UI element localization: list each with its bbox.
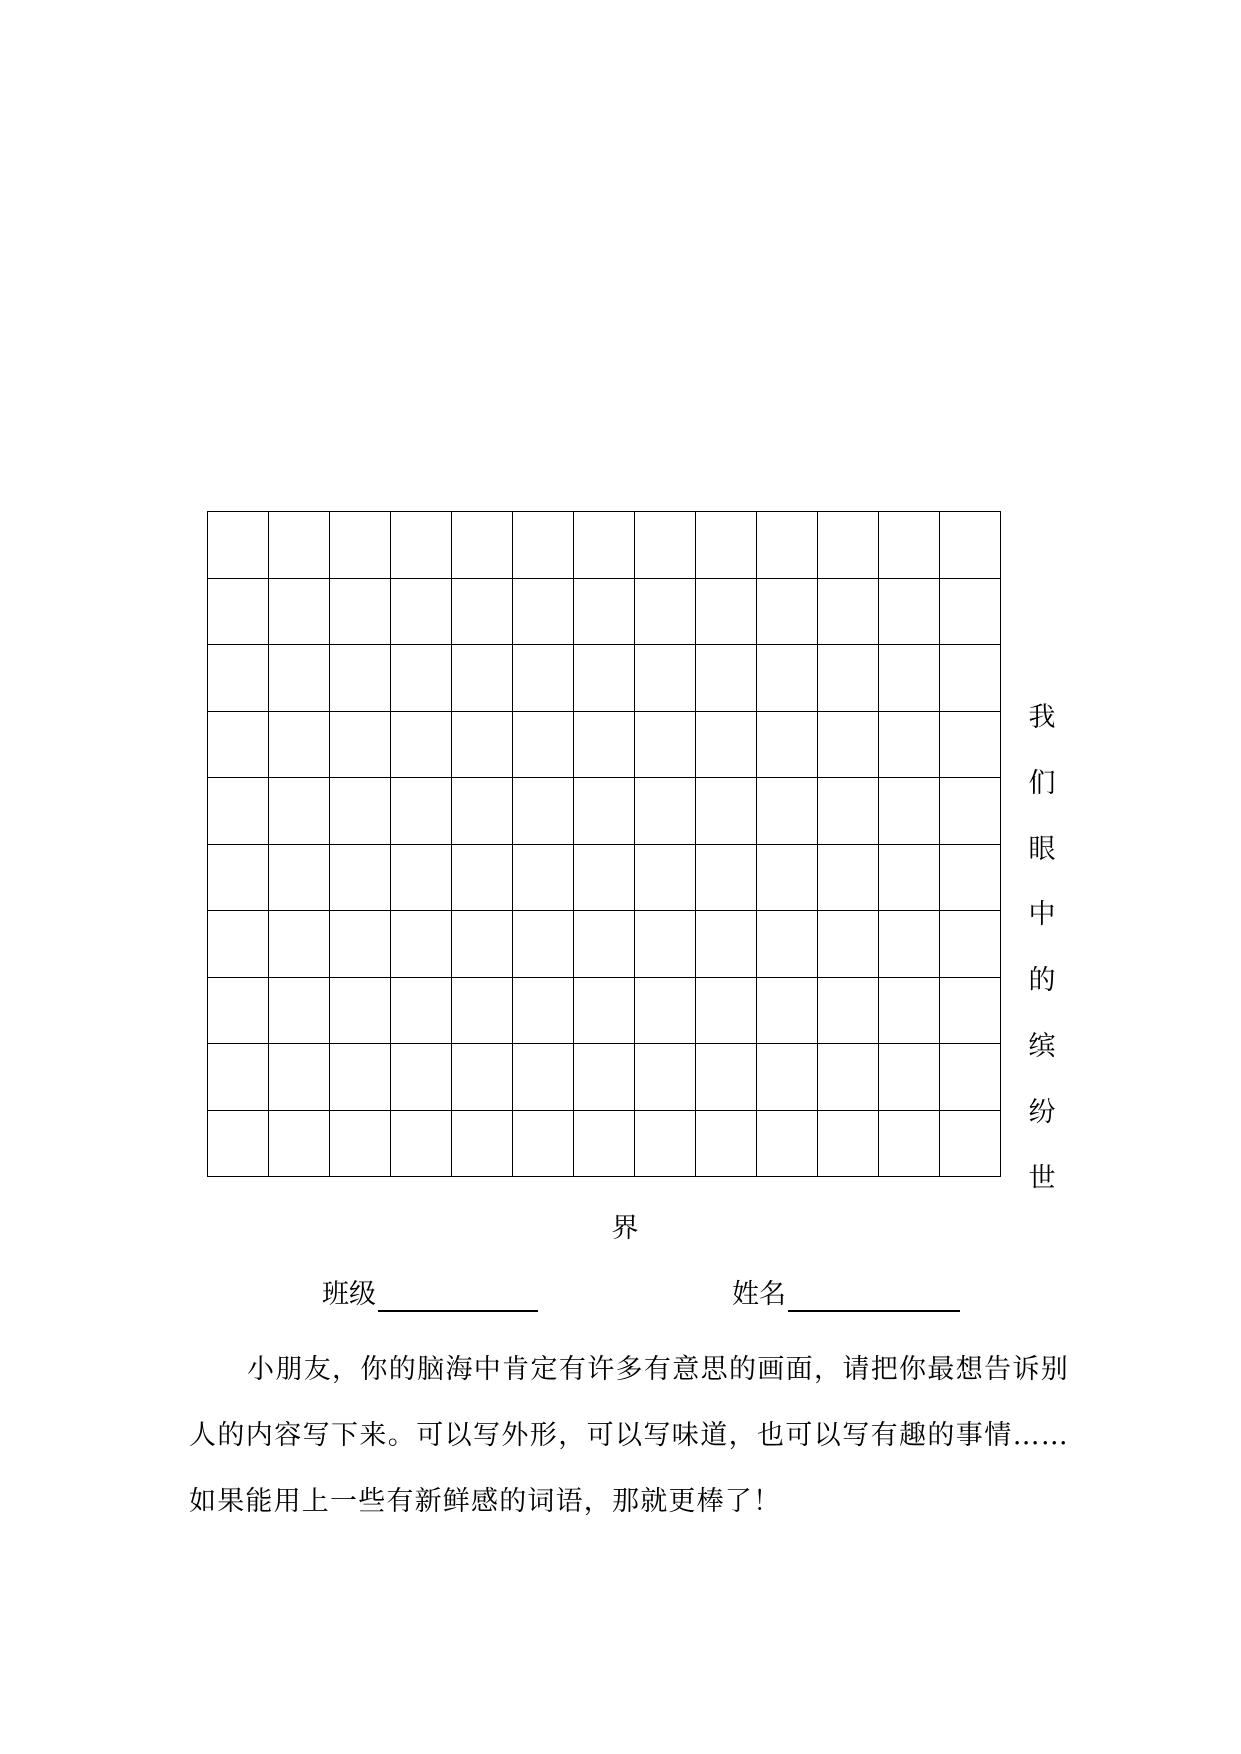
grid-cell[interactable] [330, 579, 391, 646]
grid-cell[interactable] [208, 911, 269, 978]
title-char: 中 [1028, 899, 1056, 931]
grid-cell[interactable] [269, 1044, 330, 1111]
grid-cell[interactable] [696, 911, 757, 978]
title-char-last: 界 [611, 1213, 639, 1244]
grid-cell[interactable] [696, 845, 757, 912]
grid-cell[interactable] [208, 778, 269, 845]
grid-cell[interactable] [574, 1044, 635, 1111]
grid-cell[interactable] [879, 911, 940, 978]
title-char: 我 [1028, 702, 1056, 733]
grid-cell[interactable] [513, 911, 574, 978]
grid-cell[interactable] [940, 845, 1001, 912]
grid-cell[interactable] [757, 978, 818, 1045]
grid-cell[interactable] [452, 845, 513, 912]
grid-cell[interactable] [391, 911, 452, 978]
grid-cell[interactable] [696, 712, 757, 779]
grid-cell[interactable] [330, 778, 391, 845]
grid-cell[interactable] [513, 645, 574, 712]
grid-cell[interactable] [635, 645, 696, 712]
grid-cell[interactable] [513, 778, 574, 845]
grid-cell[interactable] [879, 1044, 940, 1111]
grid-cell[interactable] [330, 1111, 391, 1178]
grid-cell[interactable] [208, 579, 269, 646]
class-blank[interactable] [378, 1282, 538, 1312]
class-field [322, 1278, 538, 1312]
grid-cell[interactable] [330, 712, 391, 779]
writing-grid [207, 511, 1001, 1177]
grid-cell[interactable] [696, 778, 757, 845]
grid-cell[interactable] [818, 978, 879, 1045]
grid-cell[interactable] [330, 911, 391, 978]
grid-cell[interactable] [635, 778, 696, 845]
grid-cell[interactable] [635, 978, 696, 1045]
grid-cell[interactable] [574, 1111, 635, 1178]
grid-cell[interactable] [391, 645, 452, 712]
grid-cell[interactable] [208, 978, 269, 1045]
grid-cell[interactable] [940, 712, 1001, 779]
grid-cell[interactable] [940, 1111, 1001, 1178]
grid-cell[interactable] [696, 579, 757, 646]
grid-cell[interactable] [391, 1111, 452, 1178]
grid-cell[interactable] [330, 1044, 391, 1111]
grid-cell[interactable] [269, 778, 330, 845]
vertical-title [1024, 685, 1060, 1211]
grid-cell[interactable] [391, 1044, 452, 1111]
grid-cell[interactable] [818, 845, 879, 912]
grid-cell[interactable] [879, 1111, 940, 1178]
grid-cell[interactable] [452, 712, 513, 779]
grid-cell[interactable] [818, 712, 879, 779]
grid-cell[interactable] [269, 911, 330, 978]
grid-cell[interactable] [208, 712, 269, 779]
grid-cell[interactable] [391, 845, 452, 912]
grid-cell[interactable] [635, 911, 696, 978]
grid-cell[interactable] [757, 911, 818, 978]
grid-cell[interactable] [818, 778, 879, 845]
name-blank[interactable] [788, 1282, 960, 1312]
title-char: 的 [1028, 965, 1056, 997]
grid-cell[interactable] [574, 778, 635, 845]
grid-cell[interactable] [574, 645, 635, 712]
grid-cell[interactable] [696, 978, 757, 1045]
grid-cell[interactable] [818, 1111, 879, 1178]
grid-cell[interactable] [513, 579, 574, 646]
grid-cell[interactable] [208, 1044, 269, 1111]
grid-cell[interactable] [757, 579, 818, 646]
grid-cell[interactable] [513, 1111, 574, 1178]
title-char: 们 [1028, 767, 1056, 799]
grid-cell[interactable] [269, 845, 330, 912]
grid-cell[interactable] [879, 512, 940, 579]
grid-cell[interactable] [635, 1044, 696, 1111]
grid-cell[interactable] [757, 712, 818, 779]
grid-cell[interactable] [574, 911, 635, 978]
grid-cell[interactable] [879, 845, 940, 912]
name-label: 姓名 [732, 1279, 786, 1310]
grid-cell[interactable] [452, 1111, 513, 1178]
grid-cell[interactable] [940, 579, 1001, 646]
grid-cell[interactable] [452, 778, 513, 845]
grid-cell[interactable] [513, 512, 574, 579]
grid-cell[interactable] [818, 645, 879, 712]
grid-cell[interactable] [635, 512, 696, 579]
grid-cell[interactable] [757, 778, 818, 845]
grid-cell[interactable] [513, 712, 574, 779]
class-label: 班级 [322, 1279, 376, 1310]
grid-cell[interactable] [269, 645, 330, 712]
title-char: 缤 [1028, 1030, 1056, 1062]
grid-cell[interactable] [940, 778, 1001, 845]
grid-cell[interactable] [574, 712, 635, 779]
grid-cell[interactable] [940, 512, 1001, 579]
grid-cell[interactable] [574, 978, 635, 1045]
grid-cell[interactable] [574, 845, 635, 912]
grid-cell[interactable] [940, 645, 1001, 712]
grid-cell[interactable] [391, 778, 452, 845]
grid-cell[interactable] [818, 579, 879, 646]
grid-cell[interactable] [635, 1111, 696, 1178]
grid-cell[interactable] [452, 645, 513, 712]
grid-cell[interactable] [330, 512, 391, 579]
grid-cell[interactable] [635, 845, 696, 912]
grid-cell[interactable] [269, 579, 330, 646]
grid-cell[interactable] [269, 712, 330, 779]
grid-cell[interactable] [391, 512, 452, 579]
title-char: 眼 [1028, 833, 1056, 865]
grid-cell[interactable] [513, 845, 574, 912]
grid-cell[interactable] [818, 911, 879, 978]
grid-cell[interactable] [269, 978, 330, 1045]
grid-cell[interactable] [635, 579, 696, 646]
grid-cell[interactable] [574, 512, 635, 579]
grid-cell[interactable] [757, 845, 818, 912]
grid-cell[interactable] [879, 712, 940, 779]
grid-cell[interactable] [574, 579, 635, 646]
grid-cell[interactable] [208, 512, 269, 579]
instructions-paragraph: 小朋友，你的脑海中肯定有许多有意思的画面，请把你最想告诉别人的内容写下来。可以写外形，可以写味道，也可以写有趣的事情……如果能用上一些有新鲜感的词语，那就更棒了！ [189, 1354, 1069, 1517]
grid-cell[interactable] [452, 512, 513, 579]
grid-cell[interactable] [879, 778, 940, 845]
grid-cell[interactable] [818, 512, 879, 579]
grid-cell[interactable] [208, 645, 269, 712]
grid-cell[interactable] [696, 1111, 757, 1178]
grid-cell[interactable] [879, 645, 940, 712]
grid-cell[interactable] [330, 845, 391, 912]
grid-cell[interactable] [391, 712, 452, 779]
grid-cell[interactable] [940, 911, 1001, 978]
grid-cell[interactable] [208, 1111, 269, 1178]
grid-cell[interactable] [513, 978, 574, 1045]
grid-cell[interactable] [452, 1044, 513, 1111]
grid-cell[interactable] [391, 579, 452, 646]
grid-cell[interactable] [330, 645, 391, 712]
grid-cell[interactable] [757, 1111, 818, 1178]
name-field [732, 1278, 960, 1312]
grid-cell[interactable] [330, 978, 391, 1045]
grid-cell[interactable] [879, 579, 940, 646]
title-char: 世 [1028, 1162, 1056, 1194]
grid-cell[interactable] [269, 1111, 330, 1178]
grid-cell[interactable] [452, 978, 513, 1045]
grid-cell[interactable] [635, 712, 696, 779]
grid-cell[interactable] [940, 1044, 1001, 1111]
grid-cell[interactable] [208, 845, 269, 912]
grid-cell[interactable] [696, 512, 757, 579]
grid-cell[interactable] [818, 1044, 879, 1111]
grid-cell[interactable] [452, 911, 513, 978]
title-char: 纷 [1028, 1096, 1056, 1128]
grid-cell[interactable] [757, 1044, 818, 1111]
grid-cell[interactable] [391, 978, 452, 1045]
grid-cell[interactable] [696, 645, 757, 712]
grid-cell[interactable] [879, 978, 940, 1045]
grid-cell[interactable] [757, 512, 818, 579]
grid-cell[interactable] [940, 978, 1001, 1045]
grid-cell[interactable] [757, 645, 818, 712]
grid-cell[interactable] [513, 1044, 574, 1111]
grid-cell[interactable] [269, 512, 330, 579]
grid-cell[interactable] [452, 579, 513, 646]
grid-cell[interactable] [696, 1044, 757, 1111]
